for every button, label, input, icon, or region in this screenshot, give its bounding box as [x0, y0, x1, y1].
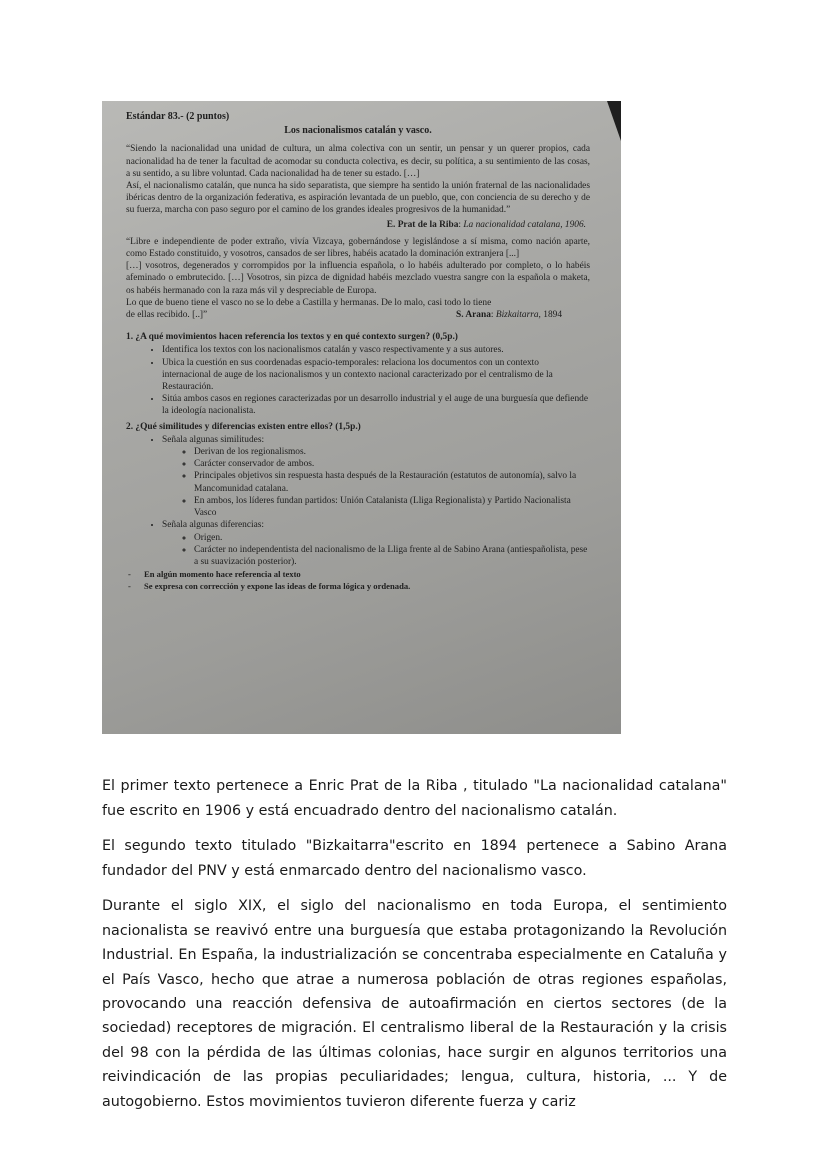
- list-item: • Ubica la cuestión en sus coordenadas espacio-temporales: relaciona los documentos con un contexto internacional de auge de los nacionalismos y un contexto nacional caracterizado por el centralismo de la Restauración.: [162, 357, 590, 394]
- body-paragraph-1: El primer texto pertenece a Enric Prat de la Riba , titulado "La nacionalidad catalana" fue escrito en 1906 y está encuadrado dentro del nacionalismo catalán.: [102, 778, 727, 819]
- list-item: ◦ En ambos, los líderes fundan partidos: Unión Catalanista (Lliga Regionalista) y Partido Nacionalista Vasco: [194, 495, 590, 519]
- quote1-para2: Así, el nacionalismo catalán, que nunca ha sido separatista, que siempre ha sentido la unión fraternal de las nacionalidades ibéricas dentro de la organización federativa, es aspiración levantada de un pueblo, que, con conciencia de su derecho y de su fuerza, marcha con paso seguro por el camino de los grandes ideales progresivos de la humanidad.”: [126, 181, 590, 216]
- source1-work: La nacionalidad catalana, 1906.: [463, 219, 586, 230]
- list-item: • Sitúa ambos casos en regiones caracterizadas por un desarrollo industrial y el auge de una burguesía que defiende la ideología nacionalista.: [162, 393, 590, 417]
- quote1-para1: “Siendo la nacionalidad una unidad de cultura, un alma colectiva con un sentir, un pensar y un querer propios, cada nacionalidad ha de tener la facultad de acomodar su conducta colectiva, es decir, su política, a su sentimiento de las cosas, a su sentido, a su libre voluntad. Cada nacionalidad ha de tener su estado. […]: [126, 144, 590, 179]
- quote2-para2: […] vosotros, degenerados y corrompidos por la influencia española, o lo habéis adulterado por completo, o lo habéis afeminado o embrutecido. […] Vosotros, sin pizca de dignidad habéis mezclado vuestra sangre con la española o maketa, os habéis hermanado con la raza más vil y despreciable de Europa.: [126, 261, 590, 296]
- list-item: ◦ Derivan de los regionalismos.: [194, 446, 590, 458]
- differences-label: Señala algunas diferencias:: [162, 520, 265, 531]
- similarities-list: [162, 446, 590, 519]
- body-paragraph-2: El segundo texto titulado "Bizkaitarra"escrito en 1894 pertenece a Sabino Arana fundador del PNV y está enmarcado dentro del nacionalismo vasco.: [102, 838, 727, 879]
- exam-photo: [102, 101, 621, 734]
- source1-author: E. Prat de la Riba: [386, 219, 459, 230]
- criteria-2: - Se expresa con corrección y expone las ideas de forma lógica y ordenada.: [128, 581, 411, 592]
- source2: S. Arana: Bizkaitarra, 1894: [455, 310, 562, 321]
- quote2-para1: “Libre e independiente de poder extraño, vivía Vizcaya, gobernándose y legislándose a sí misma, como nación aparte, como Estado constituido, y vosotros, cansados de ser libres, habéis acatado la dominación extranjera [...]: [126, 236, 590, 260]
- list-item: ◦ Carácter conservador de ambos.: [194, 458, 590, 470]
- source2-work: Bizkaitarra,: [495, 310, 541, 321]
- question-1-list: [126, 344, 590, 417]
- source2-year: 1894: [543, 310, 562, 321]
- criteria-1: - En algún momento hace referencia al texto: [128, 569, 301, 580]
- quote2-ending-row: [126, 309, 590, 321]
- exam-title: Los nacionalismos catalán y vasco.: [284, 125, 432, 137]
- list-item: [162, 434, 590, 519]
- exam-sheet: [126, 111, 590, 593]
- standard-heading: Estándar 83.- (2 puntos): [126, 111, 230, 122]
- list-item: ◦ Carácter no independentista del nacionalismo de la Lliga frente al de Sabino Arana (antiespañolista, pese a su suavización posterior).: [194, 544, 590, 568]
- source1: E. Prat de la Riba: La nacionalidad catalana, 1906.: [386, 219, 586, 230]
- source2-author: S. Arana: [455, 310, 491, 321]
- differences-list: [162, 532, 590, 569]
- list-item: ◦ Origen.: [194, 532, 590, 544]
- question-1: 1. ¿A qué movimientos hacen referencia los textos y en qué contexto surgen? (0,5p.): [126, 332, 458, 343]
- similarities-label: Señala algunas similitudes:: [162, 434, 265, 445]
- criteria-text: Se expresa con corrección y expone las ideas de forma lógica y ordenada.: [144, 581, 411, 592]
- list-item: ◦ Principales objetivos sin respuesta hasta después de la Restauración (estatutos de autonomía), salvo la Mancomunidad catalana.: [194, 470, 590, 494]
- criteria-text: En algún momento hace referencia al texto: [144, 569, 301, 580]
- quote2-ending: de ellas recibido. [..]”: [126, 310, 208, 321]
- body-paragraph-3: Durante el siglo XIX, el siglo del nacionalismo en toda Europa, el sentimiento nacionalista se reavivó entre una burguesía que estaba protagonizando la Revolución Industrial. En España, la industrialización se concentraba especialmente en Cataluña y el País Vasco, hecho que atrae a numerosa población de otras regiones españolas, provocando una reacción defensiva de autoafirmación en ciertos sectores (de la sociedad) receptores de migración. El centralismo liberal de la Restauración y la crisis del 98 con la pérdida de las últimas colonias, hace surgir en algunos territorios una reivindicación de las propias peculiaridades; lengua, cultura, historia, ... Y de autogobierno. Estos movimientos tuvieron diferente fuerza y cariz: [102, 898, 727, 1110]
- photo-dark-corner: [607, 101, 621, 141]
- question-2-list: [126, 434, 590, 568]
- question-2: 2. ¿Qué similitudes y diferencias existen entre ellos? (1,5p.): [126, 421, 361, 432]
- list-item: • Identifica los textos con los nacionalismos catalán y vasco respectivamente y a sus autores.: [162, 344, 590, 356]
- quote2-last-line: Lo que de bueno tiene el vasco no se lo debe a Castilla y hermanas. De lo malo, casi todo lo tiene: [126, 297, 492, 308]
- list-item: [162, 519, 590, 568]
